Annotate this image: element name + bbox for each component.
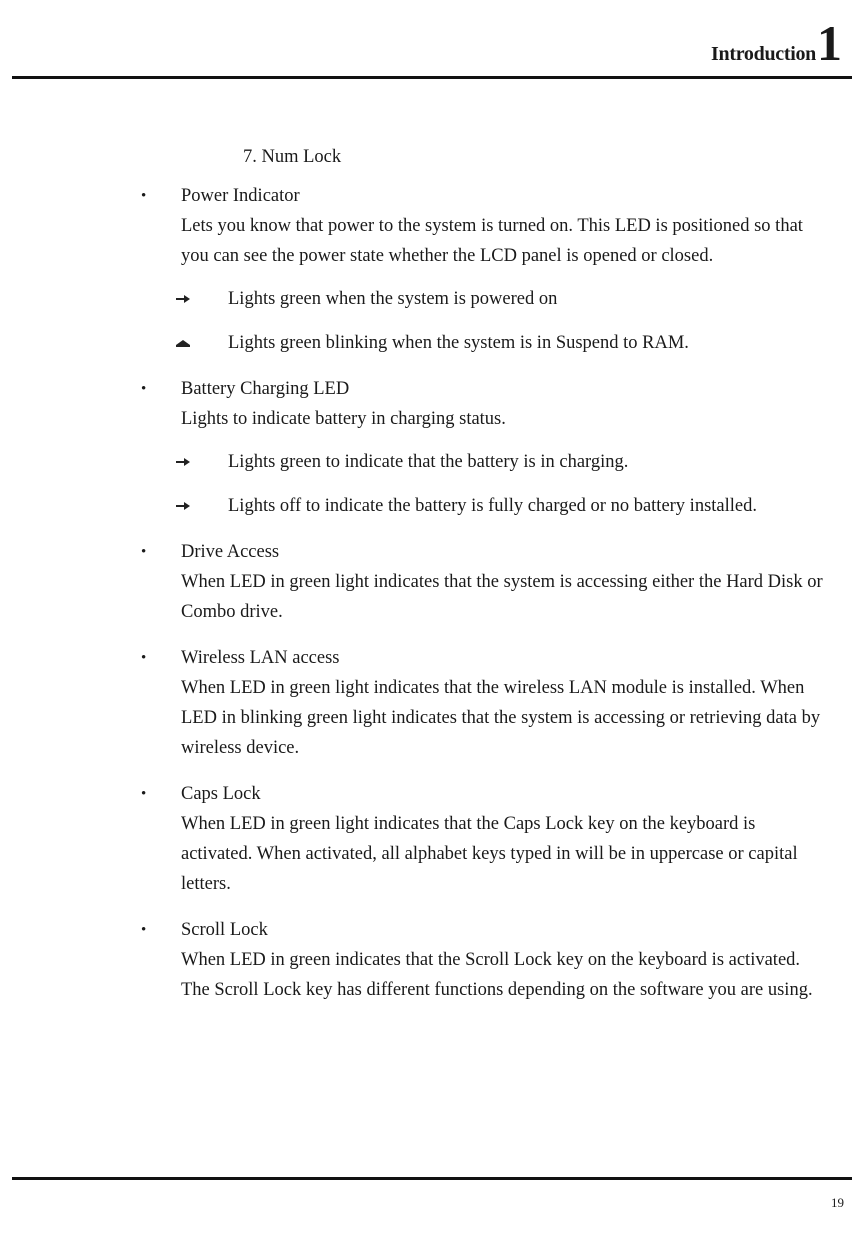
page-content	[0, 142, 864, 1021]
section-body: When LED in green light indicates that the Caps Lock key on the keyboard is activated. When activated, all alphabet keys typed in will be in uppercase or capital letters.	[181, 814, 798, 894]
bullet-icon: •	[141, 544, 147, 560]
footer-rule	[12, 1177, 852, 1180]
section-body: When LED in green light indicates that the system is accessing either the Hard Disk or Combo drive.	[181, 572, 823, 622]
section-power-indicator	[0, 181, 864, 358]
section-body: When LED in green indicates that the Scroll Lock key on the keyboard is activated. The Scroll Lock key has different functions depending on the software you are using.	[181, 950, 813, 1000]
page-header	[711, 15, 842, 71]
section-caps-lock	[0, 779, 864, 899]
subitem-text: Lights green when the system is powered on	[228, 289, 558, 309]
section-wireless-lan	[0, 643, 864, 763]
page-number: 19	[831, 1195, 844, 1210]
section-title: Wireless LAN access	[181, 648, 340, 668]
arrow-bullet-icon	[175, 500, 191, 512]
subitem	[181, 328, 826, 358]
section-title: Drive Access	[181, 542, 280, 562]
subitem-text: Lights off to indicate the battery is fully charged or no battery installed.	[228, 496, 757, 516]
bullet-icon: •	[141, 786, 147, 802]
section-battery-charging	[0, 374, 864, 521]
subitem	[181, 447, 826, 477]
header-rule	[12, 76, 852, 79]
chapter-title: Introduction	[711, 43, 816, 65]
section-body: Lets you know that power to the system is turned on. This LED is positioned so that you can see the power state whether the LCD panel is opened or closed.	[181, 216, 803, 266]
section-body: Lights to indicate battery in charging status.	[181, 409, 506, 429]
section-title: Caps Lock	[181, 784, 261, 804]
bullet-icon: •	[141, 650, 147, 666]
section-body: When LED in green light indicates that the wireless LAN module is installed. When LED in blinking green light indicates that the system is accessing or retrieving data by wireless device.	[181, 678, 821, 758]
intro-line: 7. Num Lock	[243, 147, 342, 167]
arrow-bullet-icon	[175, 337, 191, 349]
bullet-icon: •	[141, 188, 147, 204]
arrow-bullet-icon	[175, 456, 191, 468]
subitem-list	[181, 284, 826, 358]
section-drive-access	[0, 537, 864, 627]
bullet-icon: •	[141, 922, 147, 938]
section-title: Power Indicator	[181, 186, 300, 206]
subitem	[181, 284, 826, 314]
section-title: Battery Charging LED	[181, 379, 350, 399]
subitem-list	[181, 447, 826, 521]
subitem	[181, 491, 826, 521]
section-scroll-lock	[0, 915, 864, 1005]
subitem-text: Lights green to indicate that the battery is in charging.	[228, 452, 629, 472]
subitem-text: Lights green blinking when the system is in Suspend to RAM.	[228, 333, 689, 353]
section-title: Scroll Lock	[181, 920, 268, 940]
arrow-bullet-icon	[175, 293, 191, 305]
bullet-icon: •	[141, 381, 147, 397]
chapter-number: 1	[817, 15, 842, 71]
